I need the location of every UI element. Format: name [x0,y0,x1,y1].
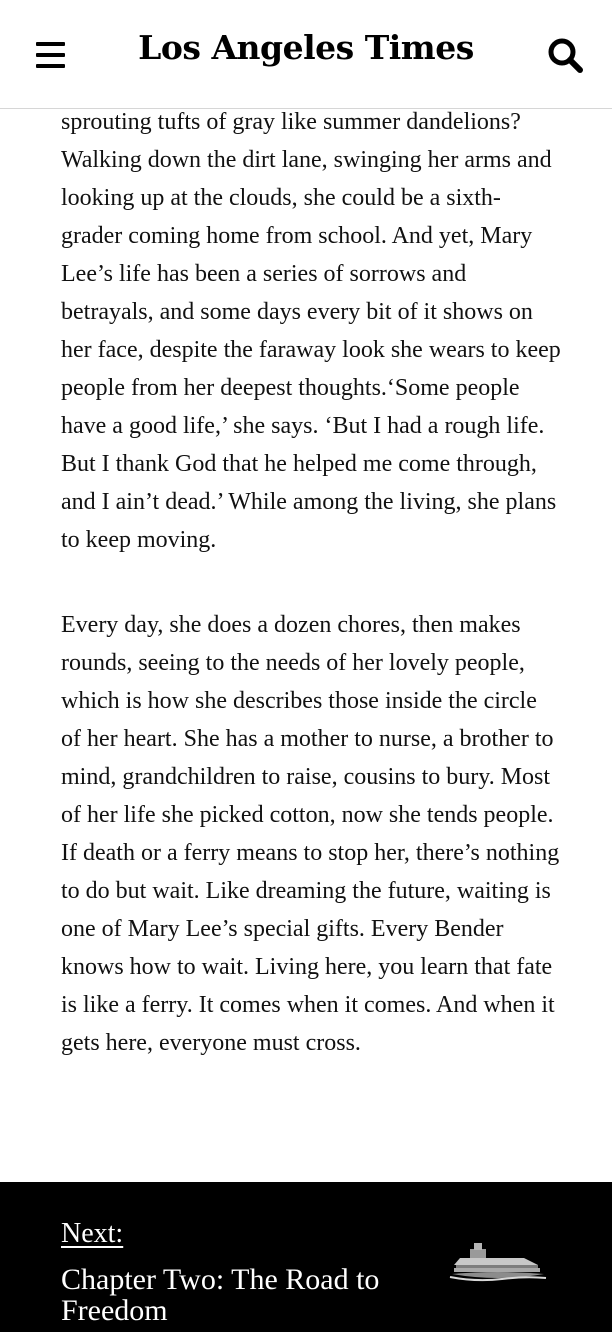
next-label[interactable]: Next: [61,1218,124,1249]
search-icon [546,36,584,74]
next-chapter-bar[interactable] [0,1182,612,1332]
site-logo[interactable]: Los Angeles Times [138,28,474,67]
search-button[interactable] [546,36,584,74]
next-chapter-title[interactable]: Chapter Two: The Road to Freedom [61,1263,380,1327]
article-paragraph: sprouting tufts of gray like summer dandelions? Walking down the dirt lane, swinging her arms and looking up at the clouds, she could be a sixth-grader coming home from school. And yet, Mary Lee’s life has been a series of sorrows and betrayals, and some days every bit of it shows on her face, despite the faraway look she wears to keep people from her deepest thoughts.‘Some people have a good life,’ she says. ‘But I had a rough life. But I thank God that he helped me come through, and I ain’t dead.’ While among the living, she plans to keep moving. [61,109,561,553]
article-paragraph: Every day, she does a dozen chores, then makes rounds, seeing to the needs of her lovely people, which is how she describes those inside the circle of her heart. She has a mother to nurse, a brother to mind, grandchildren to raise, cousins to bury. Most of her life she picked cotton, now she tends people. If death or a ferry means to stop her, there’s nothing to do but wait. Like dreaming the future, waiting is one of Mary Lee’s special gifts. Every Bender knows how to wait. Living here, you learn that fate is like a ferry. It comes when it comes. And when it gets here, everyone must cross. [61,612,560,1056]
article-body [61,103,561,1062]
ferry-image[interactable] [446,1240,548,1292]
site-header [0,0,612,109]
